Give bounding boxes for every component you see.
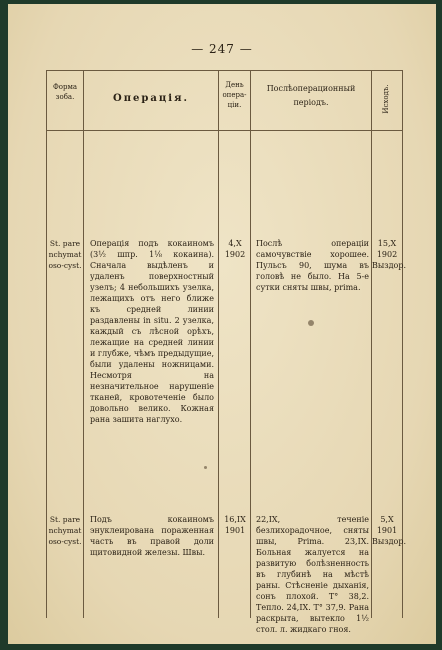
row1-postop: Послѣ операціи самочувствіе хорошее. Пульсъ 90, шума въ головѣ не было. На 5-е сутки сняты швы, prima. [256,239,369,292]
header-postop: Послѣоперационный періодъ. [266,84,356,107]
column-divider-3 [250,70,251,618]
header-operation: Операція. [113,93,189,104]
row2-day: 16,IX 1901 [224,515,246,535]
column-divider-2 [218,70,219,618]
row1-operation: Операція подъ кокаиномъ (3½ шпр. 1⅛ кокаина). Сначала выдѣленъ и удаленъ поверхностный узелъ; 4 небольшихъ узелка, лежащихъ отъ него ближе къ средней линии раздавлены in situ. 2 узелка, каждый съ лѣсной орѣхъ, лежащие на средней линии и глубже, чѣмъ предыдущие, были удалены ножницами. Несмотря на незначительное нарушеніе тканей, кровотеченіе было довольно велико. Кожная рана зашита наглухо. [90,239,214,424]
row2-outcome: 5,X 1901 Выздор. [372,515,407,546]
row2-operation: Подъ кокаиномъ энуклеирована пораженная часть въ правой доли щитовидной железы. Швы. [90,515,214,557]
book-page [8,4,436,644]
row1-outcome: 15,X 1902 Выздор. [372,239,407,270]
header-outcome: Исходъ. [382,84,390,114]
ink-spot [308,320,314,326]
row2-postop: 22,IX, теченіе безлихорадочное, сняты швы, Prima. 23,IX. Больная жалуется на развитую болѣзненность въ глубинѣ на мѣстѣ раны. Стѣсненіе дыханія, сонъ плохой. T° 38,2. Тепло. 24,IX. T° 37,9. Рана раскрыта, вытекло 1½ стол. л. жидкаго гноя. [256,515,369,634]
table-right-border [402,70,403,618]
header-bottom-border [46,130,402,131]
page-number: — 247 — [191,42,253,56]
row1-day: 4,X 1902 [224,239,246,259]
column-divider-1 [83,70,84,618]
row2-form: St. parenchymatoso-cyst. [48,515,82,546]
header-form: Форма зоба. [52,83,78,101]
header-day: День опера-ціи. [222,81,247,109]
ink-spot [204,466,207,469]
row1-form: St. parenchymatoso-cyst. [48,239,82,270]
table-top-border [46,70,402,71]
table-left-border [46,70,47,618]
